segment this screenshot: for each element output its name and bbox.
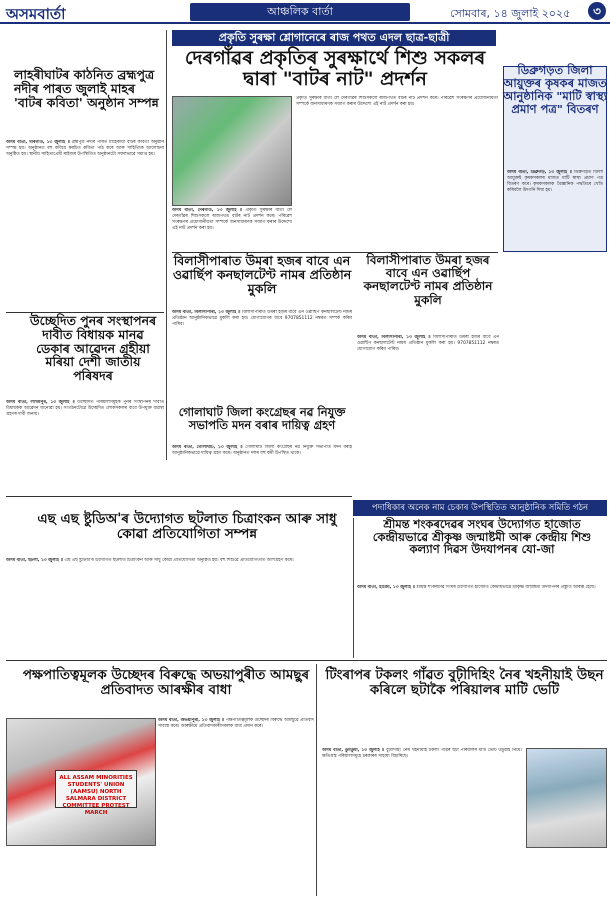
masthead (0, 0, 610, 24)
sankardev-headline: শ্ৰীমন্ত শংকৰদেৱৰ সংঘৰ উদ্যোগত হাজোত কেন্দ্ৰীয়ভাৱে শ্ৰীকৃষ্ণ জন্মাষ্টমী আৰু কেন্দ্ৰীয় শিশু কল্যাণ দিৱস উদযাপনৰ যো-জা (372, 517, 592, 557)
lahowal-headline: লাহৰীঘাটৰ কাঠনিত ব্ৰহ্মপুত্ৰ নদীৰ পাৰত জুলাই মাহৰ 'বাটৰ কবিতা' অনুষ্ঠান সম্পন্ন (14, 67, 159, 110)
bilasipara-byline: অসম বাৰ্তা, বিলাসীপাৰা, ১৩ জুলাই ॥ (172, 310, 241, 315)
column-rule (166, 30, 167, 460)
sankardev-byline: অসম বাৰ্তা, হাজো, ১৩ জুলাই ॥ (357, 585, 415, 590)
column-rule (316, 664, 317, 896)
sankardev-body (357, 585, 607, 655)
bilasipara-repeat-body (357, 335, 499, 495)
tinsukia-byline: অসম বাৰ্তা, ডুমডুমা, ১৩ জুলাই ॥ (322, 748, 385, 753)
tinsukia-text: বুঢ়ীদিহিং নৈৰ খহনীয়াই টকলং গাঁৱৰ ছটা পৰিয়ালৰ মাটি ভেটি উটুৱাই নিয়ে। ক্ষতিগ্ৰস্ত পৰিয়ালসমূহে চৰকাৰৰ সাহায্য বিচাৰিছে। (322, 748, 522, 760)
bilasipara-repeat-text: বিলাসীপাৰাত উমৰা হজৰ বাবে এন ওৱাৰ্ছিপ কনছালটেণ্ট নামৰ প্ৰতিষ্ঠান মুকলি কৰা হয়। 9707851112 নম্বৰত যোগাযোগ কৰিব পাৰিব। (357, 335, 499, 353)
art-competition-byline: অসম বাৰ্তা, ছটলা, ১৩ জুলাই ॥ (6, 558, 63, 563)
sidebar-body (507, 170, 603, 495)
lahowal-byline: অসম বাৰ্তা, মৰিগাঁও, ১৩ জুলাই ॥ (6, 140, 70, 145)
uchched-body (6, 400, 164, 460)
bilasipara-repeat-headline: বিলাসীপাৰাত উমৰা হজৰ বাবে এন ওৱাৰ্ছিপ কনছালটেণ্ট নামৰ প্ৰতিষ্ঠান মুকলি (363, 253, 493, 307)
main-photo (172, 96, 292, 206)
golaghat-text: গোলাঘাট জিলা কংগ্ৰেছৰ নৱ নিযুক্ত সভাপতি মদন বৰাই আনুষ্ঠানিকভাৱে দায়িত্ব গ্ৰহণ কৰে। অনুষ্ঠানত দলৰ বহু কৰ্মী উপস্থিত থাকে। (172, 445, 352, 457)
golaghat-body (172, 445, 352, 490)
main-body-right (296, 96, 498, 236)
protest-sign: ALL ASSAM MINORITIES STUDENTS' UNION (AAMSU) NORTH SALMARA DISTRICT COMMITTEE PROTEST MARCH (55, 770, 137, 808)
caption-strip: পদাধিকাৰ অনেক নাম চেকাৰ উপস্থিতিত আনুষ্ঠানিক সমিতি গঠন (353, 500, 607, 516)
uchched-text: উচ্ছেদিত পৰিয়ালসমূহক পুনৰ সংস্থাপনৰ দাবীত বিধায়কক আৱেদন জনোৱা হয়। সংগঠনটোৱে উচ্ছেদিত লোকসকলৰ বাবে উপযুক্ত ব্যৱস্থা গ্ৰহণৰ দাবী জনায়। (6, 400, 164, 418)
main-byline: অসম বাৰ্তা, দেৰগাঁও, ১৩ জুলাই ॥ (172, 208, 243, 213)
uchched-byline: অসম বাৰ্তা, লখিমপুৰ, ১৩ জুলাই ॥ (6, 400, 75, 405)
bilasipara-headline: বিলাসীপাৰাত উমৰা হজৰ বাবে এন ওৱাৰ্ছিপ কনছালটেণ্ট নামৰ প্ৰতিষ্ঠান মুকলি (172, 253, 352, 296)
tinsukia-body (322, 748, 522, 894)
divider (6, 496, 352, 497)
newspaper-logo: অসমবাৰ্তা (6, 5, 66, 23)
main-body-left (172, 208, 292, 248)
protest-body (158, 718, 314, 894)
page-number: ৩ (588, 2, 606, 20)
sidebar-byline: অসম বাৰ্তা, ডিব্ৰুগড়, ১৩ জুলাই ॥ (507, 170, 572, 175)
column-rule (353, 518, 354, 658)
sankardev-text: শ্ৰীমন্ত শংকৰদেৱ সংঘৰ উদ্যোগত হাজোত কেন্দ্ৰীয়ভাৱে শ্ৰীকৃষ্ণ জন্মাষ্টমী উদযাপনৰ প্ৰস্তুতি আৰম্ভ হৈছে। (416, 585, 596, 590)
golaghat-byline: অসম বাৰ্তা, গোলাঘাট, ১৩ জুলাই ॥ (172, 445, 243, 450)
main-kicker: প্ৰকৃতি সুৰক্ষা শ্লোগানেৰে ৰাজ পথত এদল ছাত্ৰ-ছাত্ৰী (172, 30, 496, 46)
section-label: আঞ্চলিক বাৰ্তা (190, 3, 410, 21)
divider (6, 660, 607, 661)
sidebar-text: ডিব্ৰুগড়ত জিলা আয়ুক্তই কৃষকসকলৰ মাজত মাটি স্বাস্থ্য প্ৰমাণ পত্ৰ বিতৰণ কৰে। কৃষকসকলক বৈজ্ঞানিক পদ্ধতিৰে খেতি কৰিবলৈ উদগনি দিয়া হয়। (507, 170, 603, 194)
bilasipara-body (172, 310, 352, 405)
art-competition-headline: এছ এছ ষ্টুডিঅ'ৰ উদ্যোগত ছটলাত চিত্ৰাংকন আৰু সাধু কোৱা প্ৰতিযোগিতা সম্পন্ন (37, 511, 337, 542)
art-competition-body (6, 558, 352, 658)
protest-headline: পক্ষপাতিত্বমূলক উচ্ছেদৰ বিৰুদ্ধে অভয়াপুৰীত আমছুৰ প্ৰতিবাদত আৰক্ষীৰ বাধা (22, 667, 310, 698)
uchched-headline: উচ্ছেদিত পুনৰ সংস্থাপনৰ দাবীত বিধায়ক মানৱ ডেকাৰ আৱেদন গ্ৰহীয়া মৰিয়া দেশী জাতীয় পৰিষদৰ (29, 313, 157, 383)
bilasipara-text: বিলাসীপাৰাত উমৰা হজৰ বাবে এন ওৱাৰ্ছিপ কনছালটেণ্ট নামৰ প্ৰতিষ্ঠান আনুষ্ঠানিকভাৱে মুকলি কৰা হয়। যোগাযোগৰ বাবে 9707851112 নম্বৰত সম্পৰ্ক কৰিব পাৰিব। (172, 310, 352, 328)
golaghat-headline: গোলাঘাট জিলা কংগ্ৰেছৰ নৱ নিযুক্ত সভাপতি মদন বৰাৰ দায়িত্ব গ্ৰহণ (178, 405, 346, 432)
main-text: প্ৰকৃতি সুৰক্ষাৰ বাৰ্তা লৈ দেৰগাঁৱৰ শিশুসকলে ৰাজপথত বাটৰ নাট প্ৰদৰ্শন কৰে। পৰিৱেশ সংৰক্ষণৰ প্ৰয়োজনীয়তা সম্পৰ্কে জনসাধাৰণক সজাগ কৰাৰ উদ্দেশ্যে এই নাট প্ৰদৰ্শন কৰা হয়। (172, 208, 292, 232)
tinsukia-headline: টিংৰাপৰ টকলং গাঁৱত বুঢ়ীদিহিং নৈৰ খহনীয়াই উছন কৰিলে ছটাকৈ পৰিয়ালৰ মাটি ভেটি (325, 667, 604, 698)
tinsukia-photo (526, 748, 607, 848)
main-headline: দেৰগাঁৱৰ প্ৰকৃতিৰ সুৰক্ষাৰ্থে শিশু সকলৰ দ্বাৰা "বাটৰ নাট" প্ৰদৰ্শন (184, 47, 486, 90)
main-text-continued: প্ৰকৃতি সুৰক্ষাৰ বাৰ্তা লৈ দেৰগাঁৱৰ শিশুসকলে ৰাজপথত বাটৰ নাট প্ৰদৰ্শন কৰে। পৰিৱেশ সংৰক্ষণৰ প্ৰয়োজনীয়তা সম্পৰ্কে জনসাধাৰণক সজাগ কৰাৰ উদ্দেশ্যে এই নাট প্ৰদৰ্শন কৰা হয়। (296, 96, 498, 108)
protest-byline: অসম বাৰ্তা, অভয়াপুৰী, ১৩ জুলাই ॥ (158, 718, 225, 723)
issue-date: সোমবাৰ, ১৪ জুলাই ২০২৫ (450, 7, 571, 20)
bilasipara-repeat-byline: অসম বাৰ্তা, বিলাসীপাৰা, ১৩ জুলাই ॥ (357, 335, 431, 340)
art-competition-text: এছ এছ ষ্টুডিঅ'ৰ উদ্যোগত ছটলাত চিত্ৰাংকন আৰু সাধু কোৱা প্ৰতিযোগিতা অনুষ্ঠিত হয়। বহু শিশুৱে প্ৰতিযোগিতাত অংশগ্ৰহণ কৰে। (64, 558, 294, 563)
protest-text: পক্ষপাতিত্বমূলক উচ্ছেদৰ বিৰুদ্ধে আমছুৱে প্ৰতিবাদ সাব্যস্ত কৰে। আৰক্ষীয়ে প্ৰতিবাদকাৰীসকলক বাধা প্ৰদান কৰে। (158, 718, 314, 730)
lahowal-text: ব্ৰহ্মপুত্ৰ নদীৰ পাৰত মাহেকীয়া বাটৰ কবিতা অনুষ্ঠান সম্পন্ন হয়। অনুষ্ঠানত বহু কবিয়ে স্বৰচিত কবিতা পাঠ কৰে আৰু সাহিত্যিক আলোচনা অনুষ্ঠিত হয়। স্থানীয় সাহিত্যপ্ৰেমী ৰাইজৰ উপস্থিতিত অনুষ্ঠানটো সফলভাৱে সমাপ্ত হয়। (6, 140, 164, 158)
sidebar-headline: ডিব্ৰুগড়ত জিলা আয়ুক্তৰ কৃষকৰ মাজত আনুষ্ঠানিক "মাটি স্বাস্থ্য প্ৰমাণ পত্ৰ" বিতৰণ (503, 63, 607, 116)
